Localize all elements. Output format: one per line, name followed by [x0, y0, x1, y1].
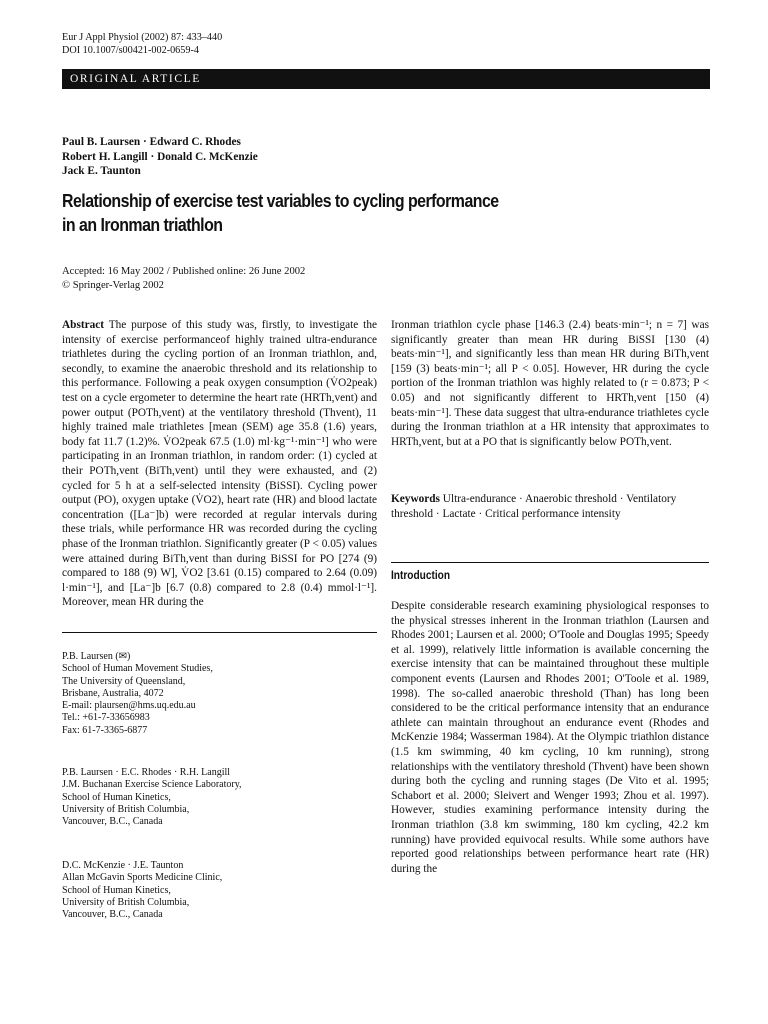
- abstract-right-column: [391, 318, 709, 449]
- copyright: © Springer-Verlag 2002: [62, 279, 164, 291]
- affiliation-line: J.M. Buchanan Exercise Science Laboratory,: [62, 779, 242, 791]
- affiliation-line: Vancouver, B.C., Canada: [62, 909, 163, 921]
- abstract-text-right: Ironman triathlon cycle phase [146.3 (2.4) beats·min⁻¹; n = 7] was significantly greater than mean HR during BiSSI [130 (4) beats·min⁻¹], and significantly less than mean HR during BiTh,vent [159 (3) beats·min⁻¹; all P < 0.05]. However, HR during the cycle portion of the Ironman triathlon was highly related to (r = 0.873; P < 0.05) and not significantly different to HRTh,vent [150 (4) beats·min⁻¹]. These data suggest that ultra-endurance triathletes cycle during the Ironman triathlon at a HR intensity that approximates to HRTh,vent, but at a PO that is significantly below POTh,vent.: [391, 319, 709, 448]
- title-line-2: in an Ironman triathlon: [62, 214, 223, 235]
- introduction-heading: Introduction: [391, 570, 451, 582]
- author-list: [62, 135, 258, 179]
- keywords-label: Keywords: [391, 493, 440, 505]
- section-divider-right: [391, 562, 709, 563]
- authors-line-2: Robert H. Langill · Donald C. McKenzie: [62, 150, 258, 163]
- affiliation-line: Brisbane, Australia, 4072: [62, 687, 164, 699]
- keywords-text: Ultra-endurance · Anaerobic threshold · Ventilatory threshold · Lactate · Critical performance intensity: [391, 493, 677, 520]
- affiliation-line: School of Human Movement Studies,: [62, 663, 213, 675]
- abstract-text-left: The purpose of this study was, firstly, to investigate the intensity of exercise performanceof highly trained ultra-endurance triathletes during the cycling portion of an Ironman triathlon, and, secondly, to examine the anaerobic threshold and its relationship to this performance. Following a peak oxygen consumption (V̇O2peak) test on a cycle ergometer to determine the heart rate (HRTh,vent) and power output (POTh,vent) at the ventilatory threshold (Thvent), 11 highly trained male triathletes [mean (SEM) age 35.8 (1.6) years, body fat 11.7 (1.2)%. V̇O2peak 67.5 (1.0) ml·kg⁻¹·min⁻¹] who were participating in an Ironman triathlon, in random order: (1) cycled at their POTh,vent (BiTh,vent) until they were exhausted, and (2) cycled for 5 h at a self-selected intensity (BiSSI). Cycling power output (PO), oxygen uptake (V̇O2), heart rate (HR) and blood lactate concentration ([La⁻]b) were recorded at regular intervals during these trials, while performance HR was recorded during the cycling phase of the Ironman triathlon. Significantly greater (P < 0.05) values were attained during BiTh,vent than during BiSSI for PO [274 (9) compared to 188 (9) W], V̇O2 [3.61 (0.15) compared to 2.64 (0.09) l·min⁻¹], and [La⁻]b [6.7 (0.8) compared to 2.8 (0.4) mmol·l⁻¹]. Moreover, mean HR during the: [62, 319, 377, 609]
- abstract-label: Abstract: [62, 319, 105, 331]
- doi: DOI 10.1007/s00421-002-0659-4: [62, 45, 199, 56]
- journal-reference: [62, 31, 222, 57]
- affiliation-block: [62, 651, 377, 737]
- article-title: [62, 189, 630, 237]
- affiliation-block: [62, 767, 377, 828]
- fax-line: Fax: 61-7-3365-6877: [62, 724, 148, 736]
- introduction-text: Despite considerable research examining physiological responses to the physical stresses inherent in the Ironman triathlon (Laursen and Rhodes 2001; Laursen et al. 2000; O'Toole and Douglas 1995; Speedy et al. 1999), relatively little information is available concerning the exercise intensity that can be maintained throughout these multiple component events (Laursen and Rhodes 2001; O'Toole et al. 1989, 1998). The so-called anaerobic threshold (Than) has long been considered to be the critical performance intensity that an endurance athlete can maintain throughout an endurance event (Rhodes and McKenzie 1984; Wasserman 1984). At the Olympic triathlon distance (1.5 km swimming, 40 km cycling, 10 km running), strong relationships with the ventilatory threshold (Thvent) have been shown during both the cycling and running stages (De Vito et al. 1995; Schabort et al. 2000; Sleivert and Wenger 1993; Zhou et al. 1997). However, studies examining performance intensity during the Ironman triathlon (3.8 km swimming, 180 km cycling, 42.2 km running) have provided equivocal results. While some authors have reported good relationships between performance heart rate (HR) during the: [391, 600, 709, 875]
- affiliation-line: Allan McGavin Sports Medicine Clinic,: [62, 872, 223, 884]
- journal-citation: Eur J Appl Physiol (2002) 87: 433–440: [62, 32, 223, 43]
- section-banner: ORIGINAL ARTICLE: [62, 69, 710, 89]
- footnote-divider: [62, 632, 377, 633]
- abstract-left-column: [62, 318, 377, 610]
- affiliation-line: P.B. Laursen (✉): [62, 651, 131, 662]
- affiliation-line: D.C. McKenzie · J.E. Taunton: [62, 860, 184, 871]
- affiliation-block: [62, 860, 377, 921]
- keywords: [391, 492, 709, 521]
- title-line-1: Relationship of exercise test variables to cycling performance: [62, 190, 499, 211]
- phone-line: Tel.: +61-7-33656983: [62, 712, 150, 724]
- affiliation-line: The University of Queensland,: [62, 675, 186, 687]
- affiliation-line: School of Human Kinetics,: [62, 884, 171, 896]
- affiliation-line: University of British Columbia,: [62, 896, 190, 908]
- publication-dates: [62, 265, 305, 292]
- affiliation-line: Vancouver, B.C., Canada: [62, 816, 163, 828]
- authors-line-1: Paul B. Laursen · Edward C. Rhodes: [62, 136, 241, 148]
- affiliation-line: P.B. Laursen · E.C. Rhodes · R.H. Langill: [62, 767, 231, 778]
- affiliation-line: School of Human Kinetics,: [62, 791, 171, 803]
- accepted-published: Accepted: 16 May 2002 / Published online: 26 June 2002: [62, 266, 306, 277]
- authors-line-3: Jack E. Taunton: [62, 165, 141, 177]
- affiliation-line: University of British Columbia,: [62, 803, 190, 815]
- email-line: E-mail: plaursen@hms.uq.edu.au: [62, 700, 196, 712]
